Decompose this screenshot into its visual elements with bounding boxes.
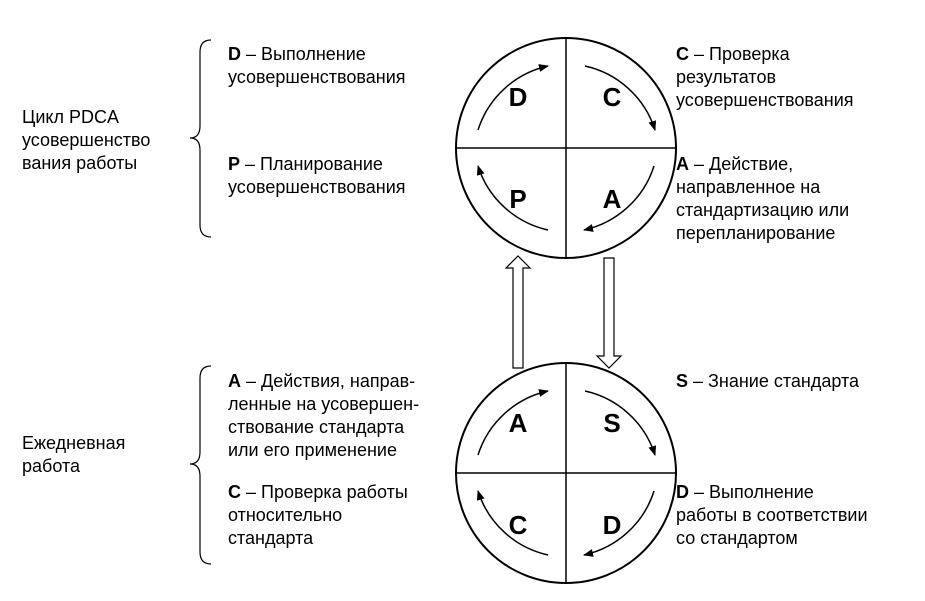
pdca-quadrant-c: C bbox=[602, 82, 622, 112]
pdca-note-c: C – Проверка результатов усовершенствования bbox=[676, 44, 854, 110]
up-arrow bbox=[506, 256, 530, 368]
pdca-note-a: A – Действие, направленное на стандартизацию или перепланирование bbox=[676, 154, 850, 243]
sdca-quadrant-d: D bbox=[602, 510, 622, 540]
sdca-quadrant-c: C bbox=[508, 510, 528, 540]
pdca-circle bbox=[456, 38, 676, 258]
pdca-quadrant-p: P bbox=[509, 184, 527, 214]
sdca-note-d: D – Выполнение работы в соответствии со стандартом bbox=[676, 482, 868, 548]
sdca-side-label: Ежедневная работа bbox=[22, 433, 126, 476]
sdca-brace bbox=[190, 366, 211, 564]
pdca-note-d: D – Выполнение усовершенствования bbox=[228, 44, 406, 87]
sdca-quadrant-s: S bbox=[603, 408, 621, 438]
pdca-note-p: P – Планирование усовершенствования bbox=[228, 154, 406, 197]
sdca-circle bbox=[456, 363, 676, 583]
pdca-quadrant-d: D bbox=[508, 82, 528, 112]
sdca-quadrant-a: A bbox=[508, 408, 528, 438]
sdca-note-c: C – Проверка работы относительно стандарта bbox=[228, 482, 408, 548]
pdca-quadrant-a: A bbox=[602, 184, 622, 214]
down-arrow bbox=[597, 258, 621, 368]
sdca-note-s: S – Знание стандарта bbox=[676, 371, 860, 391]
pdca-side-label: Цикл PDCA усовершенство вания работы bbox=[22, 107, 151, 173]
sdca-note-a: A – Действия, направ- ленные на усовершен- ствование стандарта или его применение bbox=[228, 371, 420, 460]
pdca-brace bbox=[190, 40, 211, 237]
